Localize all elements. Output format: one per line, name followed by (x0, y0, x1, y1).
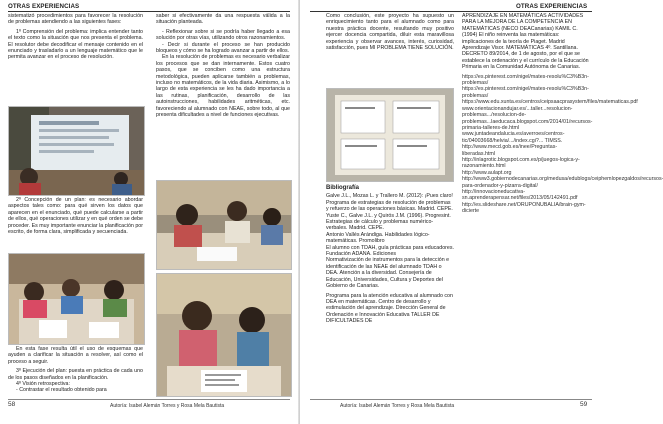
bibliography-continued: APRENDIZAJE EN MATEMÁTICAS ACTIVIDADES PARA LA MEJORA DE LA COMPETENCIA EN MATEMÁTICAS (NECO DEACanarias) KAMIL C. (1994) El niño reinventa las matemáticas: implicaciones de la teoría de Piaget. Madrid Aprendizaje Visor. MATEMÁTICAS 4º. Santillana. DECRETO 89/2014, de 1 de agosto, por el que se establece la ordenación y el currículo de la Educación Primaria en la Comunidad Autónoma de Canarias. (462, 13, 589, 71)
left-page (0, 0, 300, 424)
bibliography-heading: Bibliografía (326, 185, 360, 191)
photo-children-at-table (156, 180, 292, 270)
photo-classroom-board (8, 106, 145, 196)
bibliography-entry: Galve J.L., Mozas L. y Trallero M. (2012): ¡Pues claro! Programa de estrategias de resolución de problemas y refuerzo de las operaciones básicas. Madrid. CEPE. (326, 193, 453, 213)
bibliography-entry: Normativización de instrumentos para la detección e identificación de las NEAE del alumnado TDAH o DEA. Atención a la diversidad. Consejería de Educación, Universidades, Cultura y Deportes del Gobierno de Canarias. (326, 257, 450, 290)
right-footer-author: Autoría: Isabel Alemán Torres y Rosa Mela Bautista (340, 403, 455, 409)
right-header-rule (310, 11, 592, 12)
left-col-2 (156, 13, 290, 122)
left-col-1c (8, 346, 143, 397)
right-header-title: OTRAS EXPERIENCIAS (516, 3, 588, 10)
bibliography-entry: Programa para la atención educativa al alumnado con DEA en matemáticas. Centro de desarrollo y estimulación del aprendizaje. Dirección General de Ordenación e Innovación Educativa TALLER DE DIFICULTADES DE (326, 292, 453, 325)
left-footer-rule (8, 399, 290, 400)
right-col-1-biblio (326, 185, 454, 328)
left-footer-author: Autoría: Isabel Alemán Torres y Rosa Mela Bautista (110, 403, 225, 409)
left-header-rule (8, 11, 290, 12)
left-col-1 (8, 13, 143, 64)
right-page-number: 59 (580, 401, 588, 408)
paragraph: En la resolución de problemas es necesario verbalizar los procesos que se dan internamente. Estos cuatro pasos, que se conciben como una estructura metodológica, pueden aplicarse también a problemas, incluso no matemáticos, de la vida diaria. Asimismo, a lo largo de esta experiencia se les ha dado importancia a las rutinas, planificación, desarrollo de las autoinstrucciones, habilidades aritméticas, etc. favoreciendo al alumnado con NEAE, sobre todo, al que presenta dificultades a nivel de funciones ejecutivas. (156, 54, 290, 119)
paragraph: - Reflexionar sobre si se podría haber llegado a esa solución por otras vías, utilizando otros razonamientos. (156, 28, 290, 42)
paragraph: 3º Ejecución del plan: puesta en práctica de cada uno de los pasos diseñados en la planificación. (8, 368, 143, 381)
url-link[interactable]: http://www.aulapt.org (462, 169, 512, 176)
paragraph: 1º Comprensión del problema: implica entender tanto el texto como la situación que nos presenta el problema. El resolutor debe decodificar el mensaje contenido en el enunciado y trasladarlo a un lenguaje matemático que le permita avanzar en el proceso de resolución. (8, 28, 143, 61)
left-header-title: OTRAS EXPERIENCIAS (8, 3, 80, 10)
url-link[interactable]: https://es.pinterest.com/nigel/mates-resolu%C3%B3n-problemas/ (462, 86, 589, 99)
url-link[interactable]: https://www.edu.xunta.es/centros/ceipsaacprasystem/files/matematicas.pdf (462, 99, 638, 106)
url-link[interactable]: http://innovacioneducativa-sn.aprenderapensar.net/files/2013/05/142491.pdf (462, 188, 578, 202)
paragraph: sistematizó procedimientos para favorecer la resolución de problemas atendiendo a las siguientes fases: (8, 13, 143, 26)
photo-display-board (326, 88, 454, 182)
url-link[interactable]: http://www3.gobiernodecanarias.org/medusa/edublogs/ceiphemlopezgaldos/recursos-para-ordenador-y-pizarra-digital/ (462, 176, 663, 189)
paragraph: 4º Visión retrospectiva: (16, 381, 70, 388)
bibliography-entry: Yuste C., Galve J.L. y Quirós J.M. (1996). Progresint. Estrategias de cálculo y problemas numérico-verbales. Madrid. CEPE. (326, 212, 451, 232)
photo-students-writing (8, 253, 145, 345)
left-page-number: 58 (8, 401, 16, 408)
right-col-2 (462, 13, 663, 218)
url-link[interactable]: www.orientacionandujar.es/...taller...resolucion-problemas.../resolucion-de-problemas...laeducaca.blogspot.com/2014/01/recursos-primaria-talleres-de.html (462, 105, 593, 131)
bibliography-entry: Antonio Vallés Arándiga. Habilidades lógico-matemáticas. Promolibro (326, 231, 430, 245)
bibliography-entry: El alumno con TDAH, guía prácticas para educadores. Fundación ADANA. Ediciones (326, 244, 454, 258)
url-link[interactable]: www.juntadeandalucia.es/averroes/centros-tic/04003668/helvia/.../index.cgi?... TIMSS. (462, 131, 565, 144)
url-link[interactable]: https://es.pinterest.com/nigel/mates-resolu%C3%B3n-problemas/ (462, 73, 589, 87)
right-page (300, 0, 663, 424)
left-col-1b (8, 197, 143, 238)
url-link[interactable]: http://inlagrotic.blogspot.com.es/p/juegos-logica-y-razonamiento.html (462, 156, 580, 170)
url-link[interactable]: http://www.mecd.gob.es/inee/Preguntas-liberadas.html (462, 144, 558, 157)
paragraph: saber si efectivamente da una respuesta válida a la situación planteada. (156, 13, 290, 26)
photo-girl-with-worksheet (156, 273, 292, 397)
paragraph: Como conclusión, este proyecto ha supuesto un enriquecimiento tanto para el alumnado como para nuestra práctica docente, resultando muy positivo ejercer docencia compartida, diluir esta maravillosa experiencia y observar avances, interés, curiosidad, satisfacción, pues MI PROBLEMA TIENE SOLUCIÓN. (326, 13, 454, 52)
url-link[interactable]: http://es.slideshare.net/ORUPONUBALIA/brain-gym-dicierte (462, 201, 586, 215)
right-footer-rule (310, 399, 592, 400)
right-col-1 (326, 13, 454, 54)
paragraph: 2º Concepción de un plan: es necesario abordar aspectos tales como: para qué sirven los datos que aparecen en el enunciado, qué puede calcularse a partir de ellos, qué operaciones utilizar y en qué orden se debe proceder. Es muy importante enunciar la planificación por escrito, de forma clara, simplificada y secuenciada. (8, 197, 143, 236)
paragraph: En esta fase resulta útil el uso de esquemas que ayuden a clarificar la situación a resolver, así como el proceso a seguir. (8, 346, 143, 365)
paragraph: - Contrastar el resultado obtenido para (16, 387, 107, 394)
paragraph: - Decir si durante el proceso se han producido bloqueos y cómo se ha logrado avanzar a partir de ellos. (156, 41, 290, 55)
